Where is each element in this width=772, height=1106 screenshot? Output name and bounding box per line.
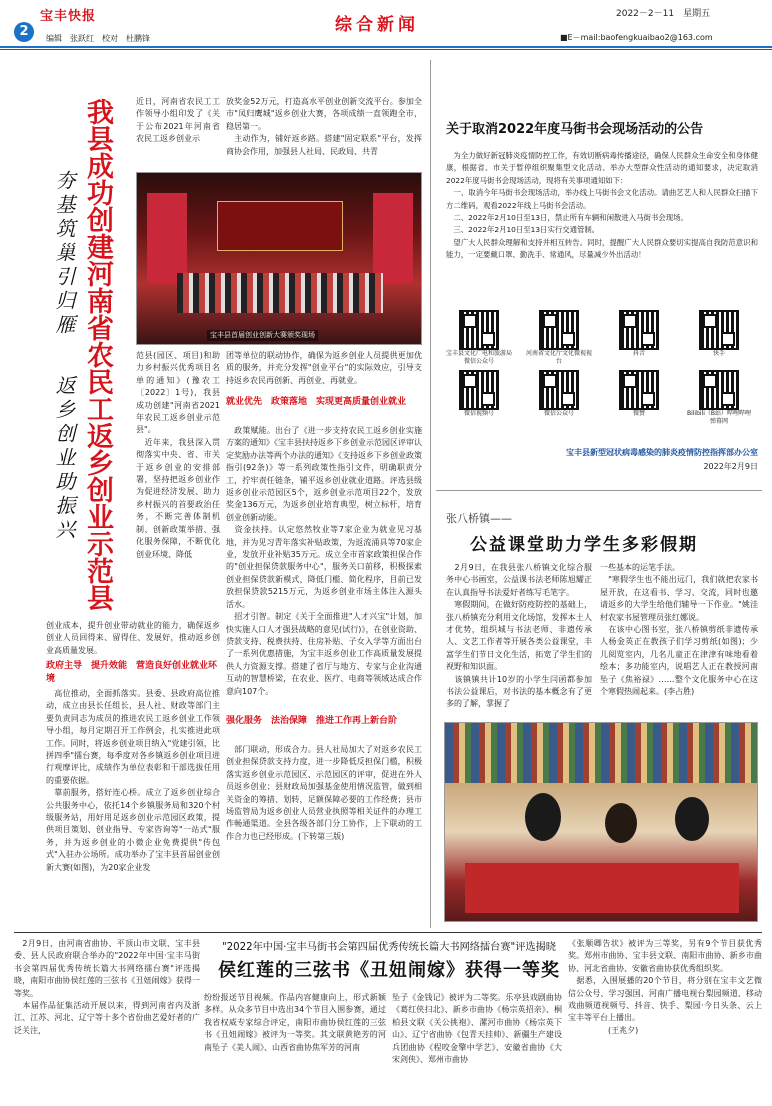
qr-5-label: 微信视频号	[463, 410, 494, 417]
story3-title: 侯红莲的三弦书《丑妞闹嫁》获得一等奖	[218, 960, 560, 981]
qr-code-icon	[459, 310, 499, 350]
notice-date: 2022年2月9日	[703, 462, 758, 471]
qr-3-label: 抖音	[632, 350, 645, 357]
person-head	[525, 793, 561, 841]
qr-1-label: 宝丰县文化广电和旅游局微信公众号	[445, 350, 512, 365]
lead-col2-top: 放奖金52万元，打造高水平创业创新交流平台。参加全市"凤归鹰城"返乡创业大赛，各项成绩一直领跑全市，稳居第一。 主动作为，铺好返乡路。搭建"固定联系"平台，发挥商协会作用，加强县人社局、民政局、共青	[226, 97, 422, 156]
qr-8[interactable]	[684, 370, 754, 426]
qr-1[interactable]	[444, 310, 514, 366]
lead-col1-rest: 高位推动，全面抓落实。县委、县政府高位推动，成立由县长任组长，县人社、财政等部门主要负责同志为成员的推进农民工返乡创业工作领导小组，每月定期召开工作例会，扎实推进此项工作。同时，将返乡创业项目纳入"党建引领，比拼四季"擂台赛，每季度对各乡镇返乡创业项目进行观摩评比，成绩作为单位表彰和干部选拔任用的重要依据。 靠前服务，搭好连心桥。成立了返乡创业综合公共服务中心，依托14个乡镇服务局和320个村级服务站，用好用足返乡创业示范园区政策，提供项目策划、创业指导、专家咨询等"一站式"服务，并为返乡创业的小微企业免费提供"传包式"入驻办公场所。成功举办了宝丰县首届创业创新大赛(如图)，为20家企业发	[46, 689, 220, 872]
lead-subhead-1: 政府主导 提升效能 营造良好创业就业环境	[46, 661, 218, 684]
page-number-badge: 2	[14, 22, 34, 42]
paper-masthead: 宝丰快报	[40, 9, 97, 24]
lead-col2-rest: 政策赋能。出台了《进一步支持农民工返乡创业实施方案的通知》《宝丰县扶持返乡下乡创业示范园区评审认定奖励办法等两个办法的通知》《支持返乡下乡创业政策指引(92条)》等一系列政策性指引文件，明确职责分工，拧牢责任链条，铺平返乡创业就业道路。评选县级返乡创业示范园区5个，返乡创业示范项目22个，发放奖金136万元，为返乡创业培育典型，树立标杆，培育创业创新动能。 资金扶持。认定悠然牧业等7家企业为就业见习基地，并为见习青年落实补贴政策，为返流涌具等70家企业，发放开业补贴35万元。成立全市首家政策担保合作的"创业担保贷款服务中心"，服务关口前移，积极探索创业担保贷款新模式，降低门槛、简化程序，目前已发放担保贷款5215万元，为返乡创业市场主体注入源头活水。 招才引智。制定《关于全面推进"人才兴宝"计划，加快实施人口人才强县战略的意见(试行)》，在创业资助、贷款支持、税费扶持、住房补贴、子女入学等方面出台了一系列优惠措施，为宝丰返乡创业工作高质量发展提供人力资源支撑。搭建了省厅与地方、专家与企业沟通互动的智慧桥梁，在农业、医疗、电商等领域达成合作意向107个。	[226, 426, 422, 696]
person-head	[605, 803, 637, 843]
stage-banner-right	[373, 193, 413, 283]
lead-col2-end: 部门联动，形成合力。县人社局加大了对返乡农民工创业担保贷款支持力度，进一步降低反担保门槛，积极落实返乡创业示范园区、示范园区的评审，促进在外人员返乡创业；县财政局加强基金使用情况监管，做到相关资金的筹措、划转，足额保障必要的工作经费；县市场监管局为返乡创业人员营业执照等相关证件的办理工作畅通渠道。全县各级各部门分工协作，上下联动的工作合力也已经形成。(下转第三版)	[226, 745, 422, 841]
person-head	[675, 797, 709, 841]
contact-email: ■E－mail:baofengkuaibao2@163.com	[560, 33, 713, 42]
qr-6-label: 微信公众号	[543, 410, 574, 417]
notice-title: 关于取消2022年度马街书会现场活动的公告	[446, 122, 704, 137]
story3-col3: 坠子《金钱记》被评为二等奖。乐亭县戏剧曲协《葛红侠扫北》、新乡市曲协《杨宗英招亲》、桐柏县文联《关公挑袍》、漯河市曲协《杨宗英下山》、辽宁省曲协《包青天挂帅》、新疆生产建设兵团曲协《程咬金擎中学艺》、安徽省曲协《大宋剑侠》、郑州市曲协	[392, 993, 562, 1065]
notice-signer: 宝丰县新型冠状病毒感染的肺炎疫情防控指挥部办公室	[566, 448, 758, 457]
qr-code-icon	[539, 310, 579, 350]
story2-kicker: 张八桥镇——	[446, 512, 512, 525]
qr-7-label: 微赞	[632, 410, 645, 417]
qr-code-icon	[539, 370, 579, 410]
story3-col1: 2月9日，由河南省曲协、平顶山市文联、宝丰县委、县人民政府联合举办的"2022年中国·宝丰马街书会第四届优秀传统长篇大书网络擂台赛"评选揭晓，南阳市曲协侯红莲的三弦书《丑妞闹嫁》获得一等奖。 本届作品征集活动开展以来，得到河南省内及浙江、江苏、河北、辽宁等十多个省份曲艺爱好者的广泛关注，	[14, 939, 200, 1035]
qr-3[interactable]	[604, 310, 674, 358]
story2-col1: 2月9日，在我县张八桥镇文化综合服务中心书画室，公益课书法老师陈旭耀正在认真指导书法爱好者练写毛笔字。 寒假期间，在做好防疫防控的基础上，张八桥镇充分利用文化场馆，发挥本土人才优势，组织城与书法老师、非遗传承人、文艺工作者等开展各类公益课堂，丰富学生们节日文化生活，拓宽了学生们的视野和知识面。 该镇镇共计10岁的小学生闫函都参加书法公益课后，对书法的基本概念有了更多的了解，掌握了	[446, 563, 592, 709]
lead-col2-mid: 团等单位的联动协作，确保为返乡创业人员提供更加优质的服务，并充分发挥"创业平台"的实际效应，引导支持返乡农民再创新、再创业、再就业。	[226, 351, 422, 385]
qr-code-icon	[699, 310, 739, 350]
staff-credits: 编辑 张跃红 校对 杜鹏锋	[46, 34, 150, 43]
award-recipients	[177, 273, 383, 313]
story3-kicker: "2022年中国·宝丰马街书会第四届优秀传统长篇大书网络擂台赛"评选揭晓	[222, 942, 556, 953]
header-rule-red	[0, 49, 772, 50]
qr-code-icon	[699, 370, 739, 410]
lead-subhead-3: 强化服务 法治保障 推进工作再上新台阶	[226, 716, 398, 726]
lead-subtitle-2: 返乡创业助振兴	[52, 375, 76, 543]
issue-date: 2022－2－11 星期五	[616, 9, 711, 19]
header-rule-blue	[0, 46, 772, 48]
lead-col1-mid: 范县(园区、项目)和助力乡村振兴优秀项目名单的通知》(豫农工〔2022〕1号)，我县成功创建"河南省2021年农民工返乡创业示范县"。 近年来，我县深入贯彻落实中央、省、市关于返乡创业的安排部署，坚持把返乡创业作为促进经济发展、助力乡村振兴的首要政治任务，不断完善体制机制、创新政策举措、强化服务保障，不断优化创业环境、降低	[136, 351, 220, 559]
qr-code-icon	[459, 370, 499, 410]
section-title: 综合新闻	[335, 15, 419, 35]
qr-8-label: Bilibili（B站）哔哩哔哩弹幕网	[686, 410, 752, 425]
column-divider	[430, 60, 431, 928]
qr-4[interactable]	[684, 310, 754, 358]
stage-banner-left	[147, 193, 187, 283]
notice-divider	[436, 490, 762, 491]
qr-code-icon	[619, 370, 659, 410]
notice-body: 为全力做好新冠肺炎疫情防控工作，有效切断病毒传播途径，确保人民群众生命安全和身体健康，根据省、市关于暂停组织聚集型文化活动、举办大型群众性活动的通知要求，决定取消2022年度马街书会现场活动，现将有关事项通知如下： 一、取消今年马街书会现场活动，举办线上马街书会文化活动。请曲艺艺人和人民群众扫描下方二维码，观看2022年线上马街书会活动。 二、2022年2月10日至13日，禁止所有车辆和闲散进入马街书会现场。 三、2022年2月10日至13日实行交通管制。 望广大人民群众理解和支持并相互转告。同时，提醒广大人民群众要切实提高自我防范意识和能力，一定要戴口罩、勤洗手、常通风，尽量减少外出活动！	[446, 151, 758, 260]
story2-col2: 一些基本的运笔手法。 "寒假学生也不能出远门，我们就把农家书屋开放，在这看书、学习、交流，同时也邀请返乡的大学生给他们辅导一下作业。"姚洼村农家书屋管理员张红娜说。 在该中心图书室，张八桥镇剪纸非遗传承人杨金英正在教孩子们学习剪纸(如图)；少儿阅览室内，几名儿童正在津津有味地看着绘本；多功能室内，说唱艺人正在教授河南坠子《焦裕禄》……整个文化服务中心在这个寒假热闹起来。(李占胜)	[600, 563, 758, 697]
story2-title: 公益课堂助力学生多彩假期	[470, 535, 698, 555]
lead-subhead-2: 就业优先 政策落地 实现更高质量创业就业	[226, 397, 407, 407]
bottom-divider	[14, 932, 762, 933]
qr-5[interactable]	[444, 370, 514, 418]
qr-code-icon	[619, 310, 659, 350]
lead-col1-top: 近日，河南省农民工工作领导小组印发了《关于公布2021年河南省农民工返乡创业示	[136, 97, 220, 144]
lead-col1-bottom: 创业成本，提升创业带动就业的能力，确保返乡创业人员回得来、留得住、发展好，推动返乡创业高质量发展。	[46, 621, 220, 655]
lead-title: 我县成功创建河南省农民工返乡创业示范县	[82, 98, 113, 611]
qr-4-label: 快手	[712, 350, 725, 357]
story3-col2: 纷纷报送节目视频。作品内容健康向上，形式新颖多样。从众多节目中选出34个节目入围参赛，通过我省权威专家综合评定，南阳市曲协侯红莲的三弦书《丑妞闹嫁》被评为一等奖。其文联黄艳芳的河南坠子《美人闹》、山西省曲协焦军芳的河南	[204, 993, 386, 1052]
story2-photo	[444, 722, 758, 922]
qr-2[interactable]	[524, 310, 594, 366]
stage-screen	[217, 201, 343, 251]
lead-subtitle-1: 夯基筑巢引归雁	[52, 170, 76, 338]
qr-7[interactable]	[604, 370, 674, 418]
lead-photo	[136, 172, 422, 345]
qr-6[interactable]	[524, 370, 594, 418]
qr-2-label: 河南省文化厅文化微视视台	[525, 350, 592, 365]
lead-photo-caption: 宝丰县首届创业创新大赛颁奖现场	[207, 330, 318, 341]
story3-col4: 《张顺卿告状》被评为三等奖，另有9个节目获优秀奖。郑州市曲协、宝丰县文联、南阳市曲协、新乡市曲协、河北省曲协、安徽省曲协获优秀组织奖。 据悉，入围展播的20个节目，将分别在宝丰文艺微信公众号、学习强国、河南广播电视台梨园频道、移动戏曲频道视频号、抖音、快手、梨园·今日头条、云上宝丰等平台上播出。 (王兆夕)	[568, 939, 762, 1035]
bookshelf	[445, 723, 758, 783]
red-table	[465, 863, 739, 913]
